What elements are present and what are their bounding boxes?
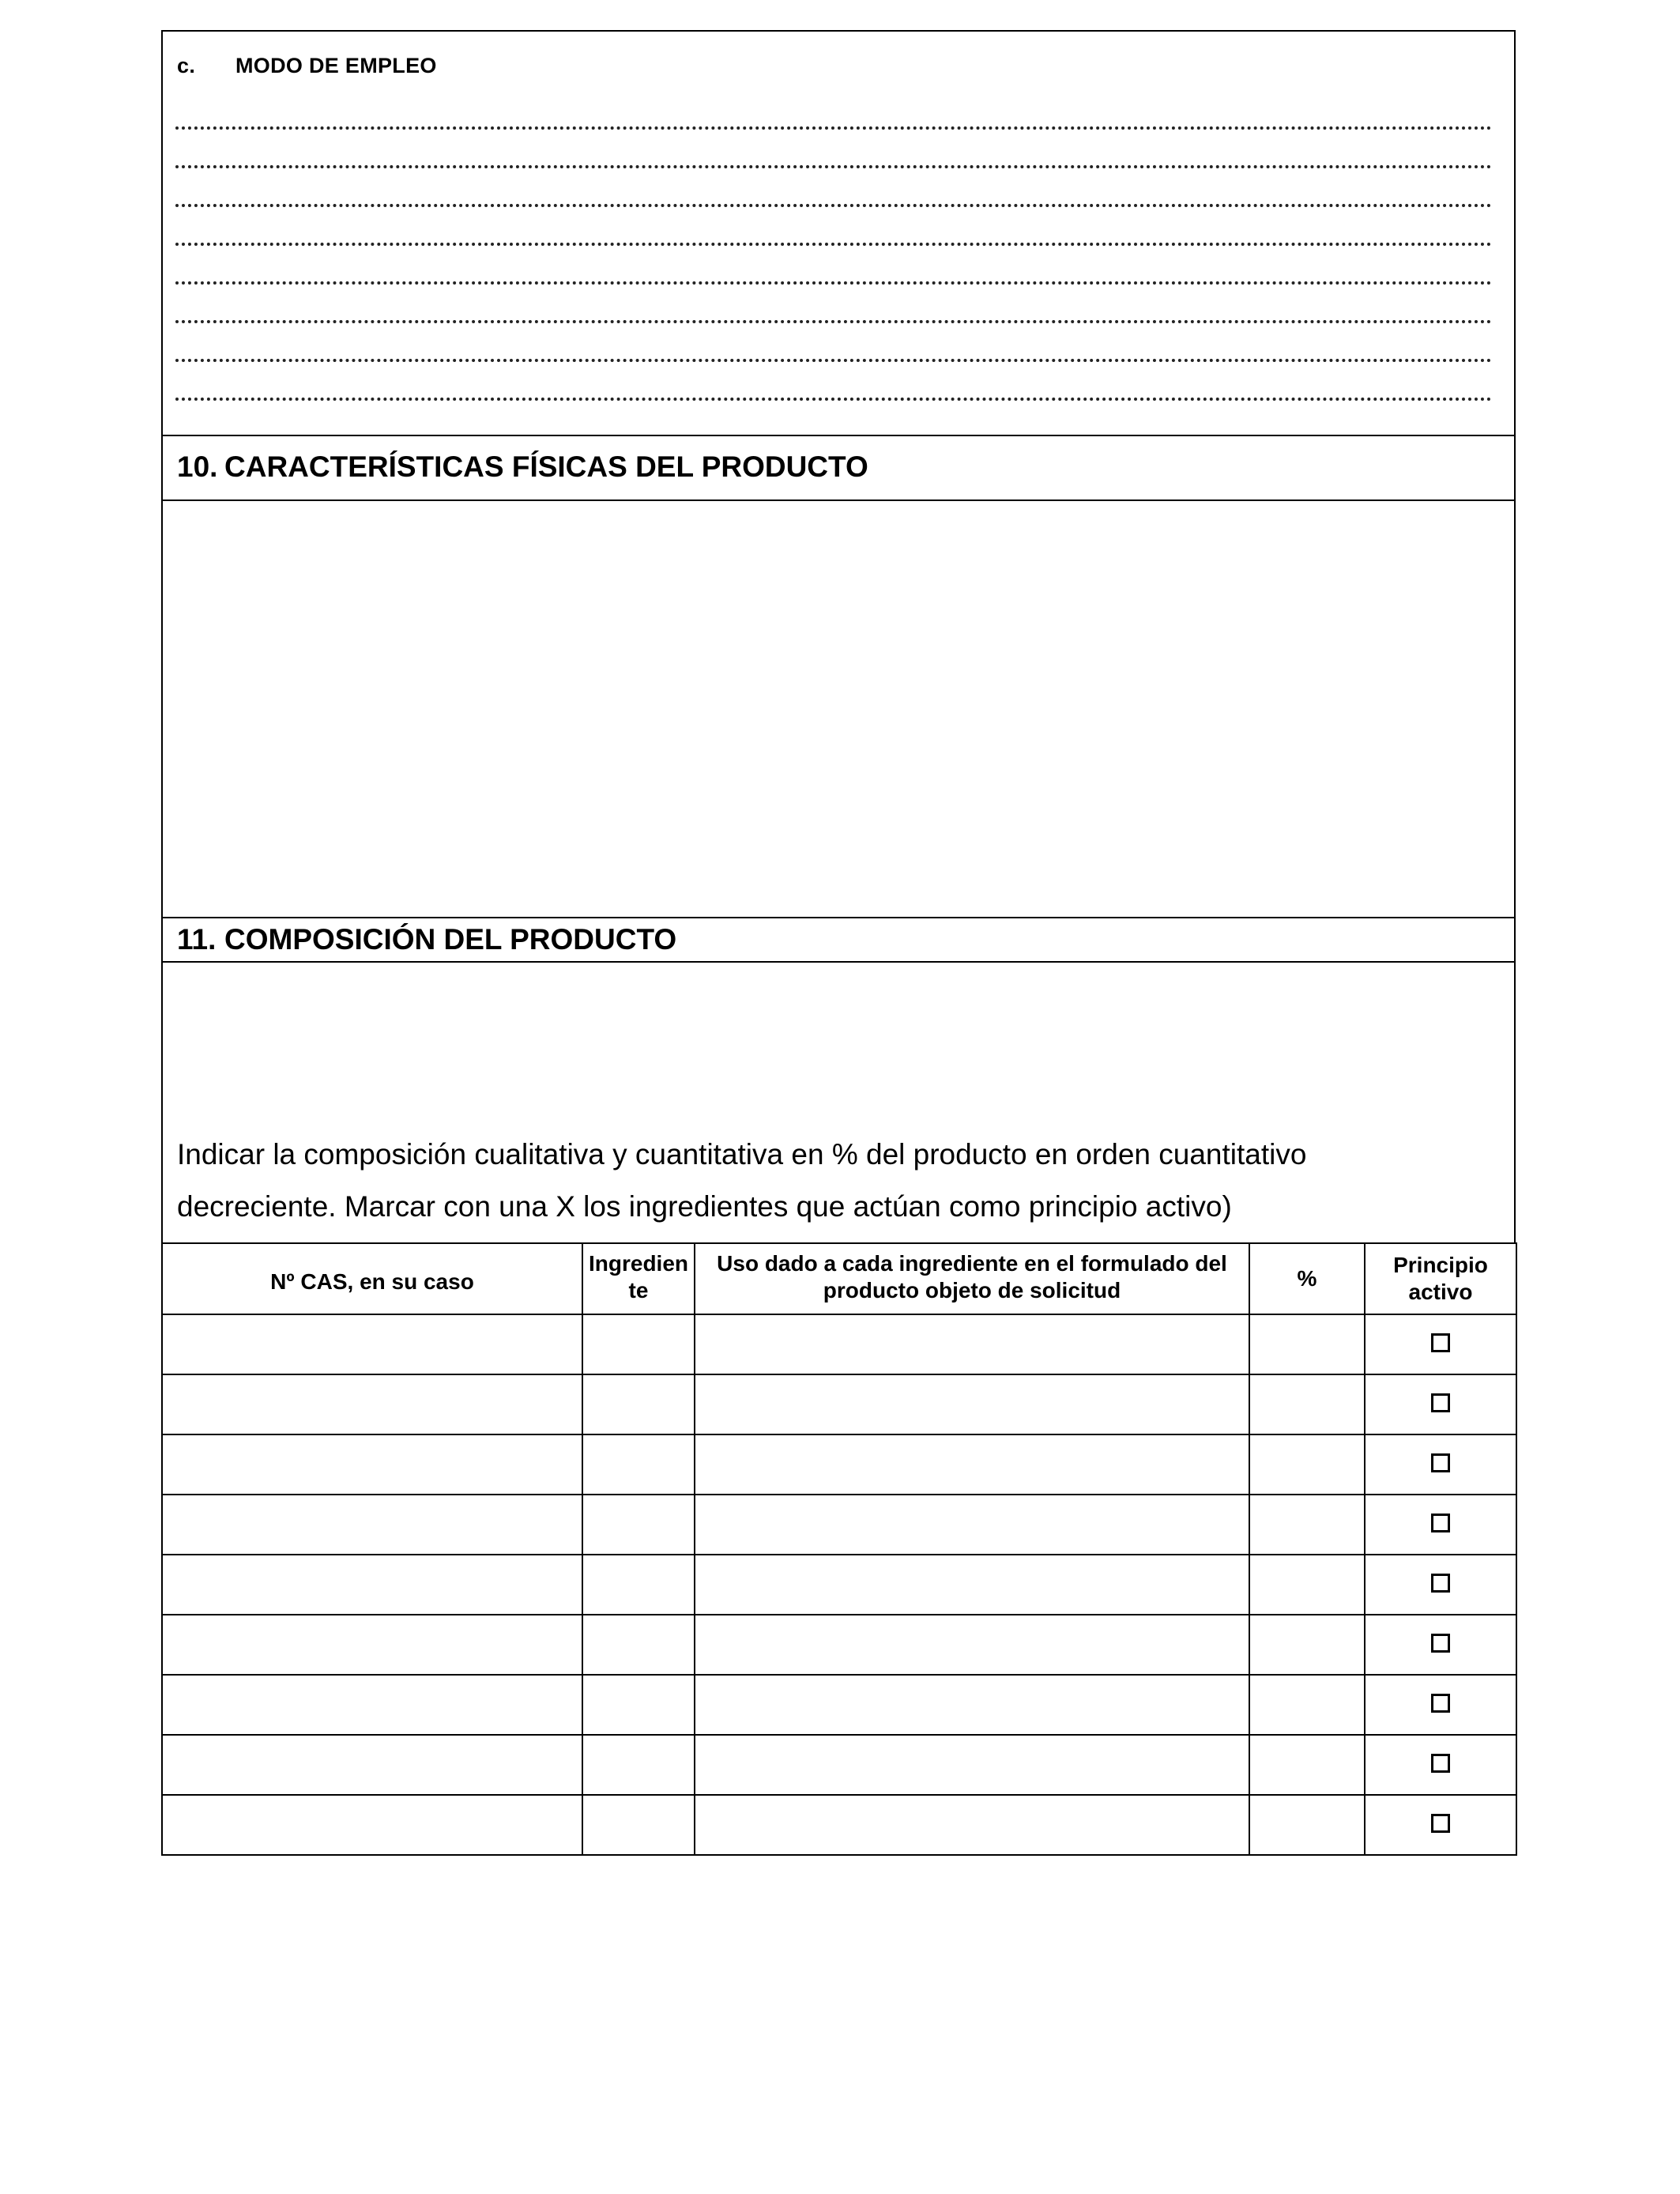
uso-cell[interactable]	[695, 1434, 1249, 1495]
cas-cell[interactable]	[162, 1434, 582, 1495]
table-row	[162, 1314, 1516, 1374]
principio-activo-checkbox[interactable]	[1431, 1814, 1450, 1833]
uso-cell[interactable]	[695, 1675, 1249, 1735]
modo-empleo-label: MODO DE EMPLEO	[235, 54, 437, 77]
dotted-fill-line[interactable]	[175, 258, 1492, 285]
instructions-line-2: decreciente. Marcar con una X los ingredientes que actúan como principio activo)	[177, 1190, 1232, 1223]
uso-cell[interactable]	[695, 1314, 1249, 1374]
ingrediente-cell[interactable]	[582, 1434, 695, 1495]
ingrediente-cell[interactable]	[582, 1314, 695, 1374]
principio-activo-cell	[1365, 1795, 1516, 1855]
section-10-answer-area[interactable]	[161, 499, 1516, 918]
dotted-fill-line[interactable]	[175, 374, 1492, 401]
table-row	[162, 1795, 1516, 1855]
principio-activo-cell	[1365, 1434, 1516, 1495]
cas-cell[interactable]	[162, 1374, 582, 1434]
instructions-line-1: Indicar la composición cualitativa y cuantitativa en % del producto en orden cuantitativo	[177, 1138, 1307, 1171]
header-principio-activo	[1365, 1243, 1516, 1314]
modo-empleo-title	[177, 54, 437, 78]
principio-activo-cell	[1365, 1675, 1516, 1735]
pct-cell[interactable]	[1249, 1615, 1365, 1675]
principio-activo-cell	[1365, 1735, 1516, 1795]
uso-cell[interactable]	[695, 1795, 1249, 1855]
cas-cell[interactable]	[162, 1495, 582, 1555]
table-row	[162, 1615, 1516, 1675]
cas-cell[interactable]	[162, 1314, 582, 1374]
pct-cell[interactable]	[1249, 1735, 1365, 1795]
principio-activo-cell	[1365, 1555, 1516, 1615]
uso-cell[interactable]	[695, 1615, 1249, 1675]
dotted-fill-line[interactable]	[175, 219, 1492, 246]
section-10-label: CARACTERÍSTICAS FÍSICAS DEL PRODUCTO	[224, 450, 868, 483]
principio-activo-checkbox[interactable]	[1431, 1514, 1450, 1532]
uso-cell[interactable]	[695, 1735, 1249, 1795]
ingrediente-cell[interactable]	[582, 1795, 695, 1855]
principio-activo-cell	[1365, 1495, 1516, 1555]
cas-cell[interactable]	[162, 1615, 582, 1675]
ingrediente-cell[interactable]	[582, 1495, 695, 1555]
principio-activo-checkbox[interactable]	[1431, 1453, 1450, 1472]
principio-activo-checkbox[interactable]	[1431, 1694, 1450, 1713]
pct-cell[interactable]	[1249, 1675, 1365, 1735]
pct-cell[interactable]	[1249, 1434, 1365, 1495]
principio-activo-cell	[1365, 1615, 1516, 1675]
pct-cell[interactable]	[1249, 1795, 1365, 1855]
header-ingrediente-line-1: Ingredien	[588, 1251, 688, 1276]
cas-cell[interactable]	[162, 1795, 582, 1855]
modo-empleo-letter: c.	[177, 54, 196, 77]
principio-activo-checkbox[interactable]	[1431, 1574, 1450, 1593]
header-cas-label: Nº CAS, en su caso	[270, 1269, 474, 1294]
ingrediente-cell[interactable]	[582, 1675, 695, 1735]
pct-cell[interactable]	[1249, 1314, 1365, 1374]
table-row	[162, 1735, 1516, 1795]
principio-activo-checkbox[interactable]	[1431, 1393, 1450, 1412]
header-principio-line-2: activo	[1408, 1280, 1473, 1304]
section-10-header	[161, 435, 1516, 501]
section-10-title	[177, 450, 868, 484]
modo-empleo-section	[161, 30, 1516, 436]
header-pct-label: %	[1297, 1266, 1317, 1291]
principio-activo-checkbox[interactable]	[1431, 1333, 1450, 1352]
dotted-fill-line[interactable]	[175, 296, 1492, 323]
cas-cell[interactable]	[162, 1555, 582, 1615]
header-principio-line-1: Principio	[1393, 1253, 1488, 1277]
principio-activo-cell	[1365, 1314, 1516, 1374]
section-11-instructions	[177, 1129, 1489, 1233]
table-header-row	[162, 1243, 1516, 1314]
header-ingrediente	[582, 1243, 695, 1314]
pct-cell[interactable]	[1249, 1555, 1365, 1615]
dotted-fill-line[interactable]	[175, 141, 1492, 168]
ingrediente-cell[interactable]	[582, 1615, 695, 1675]
header-uso	[695, 1243, 1249, 1314]
section-10-number: 10.	[177, 450, 218, 483]
table-row	[162, 1555, 1516, 1615]
section-11-label: COMPOSICIÓN DEL PRODUCTO	[224, 923, 677, 956]
pct-cell[interactable]	[1249, 1495, 1365, 1555]
dotted-fill-line[interactable]	[175, 335, 1492, 362]
uso-cell[interactable]	[695, 1495, 1249, 1555]
header-uso-line-1: Uso dado a cada ingrediente en el formulado del	[717, 1251, 1227, 1276]
principio-activo-checkbox[interactable]	[1431, 1754, 1450, 1773]
section-11-title	[177, 923, 676, 956]
dotted-fill-line[interactable]	[175, 180, 1492, 207]
section-11-body	[161, 961, 1516, 1244]
dotted-fill-line[interactable]	[175, 103, 1492, 130]
table-row	[162, 1675, 1516, 1735]
header-ingrediente-line-2: te	[628, 1278, 649, 1302]
principio-activo-cell	[1365, 1374, 1516, 1434]
principio-activo-checkbox[interactable]	[1431, 1634, 1450, 1653]
section-11-number: 11.	[177, 923, 217, 956]
table-row	[162, 1374, 1516, 1434]
cas-cell[interactable]	[162, 1675, 582, 1735]
header-uso-line-2: producto objeto de solicitud	[823, 1278, 1121, 1302]
section-11-header	[161, 917, 1516, 963]
table-row	[162, 1434, 1516, 1495]
composition-table	[161, 1242, 1517, 1856]
ingrediente-cell[interactable]	[582, 1555, 695, 1615]
table-row	[162, 1495, 1516, 1555]
ingrediente-cell[interactable]	[582, 1735, 695, 1795]
pct-cell[interactable]	[1249, 1374, 1365, 1434]
uso-cell[interactable]	[695, 1374, 1249, 1434]
header-cas	[162, 1243, 582, 1314]
header-pct	[1249, 1243, 1365, 1314]
cas-cell[interactable]	[162, 1735, 582, 1795]
ingrediente-cell[interactable]	[582, 1374, 695, 1434]
uso-cell[interactable]	[695, 1555, 1249, 1615]
